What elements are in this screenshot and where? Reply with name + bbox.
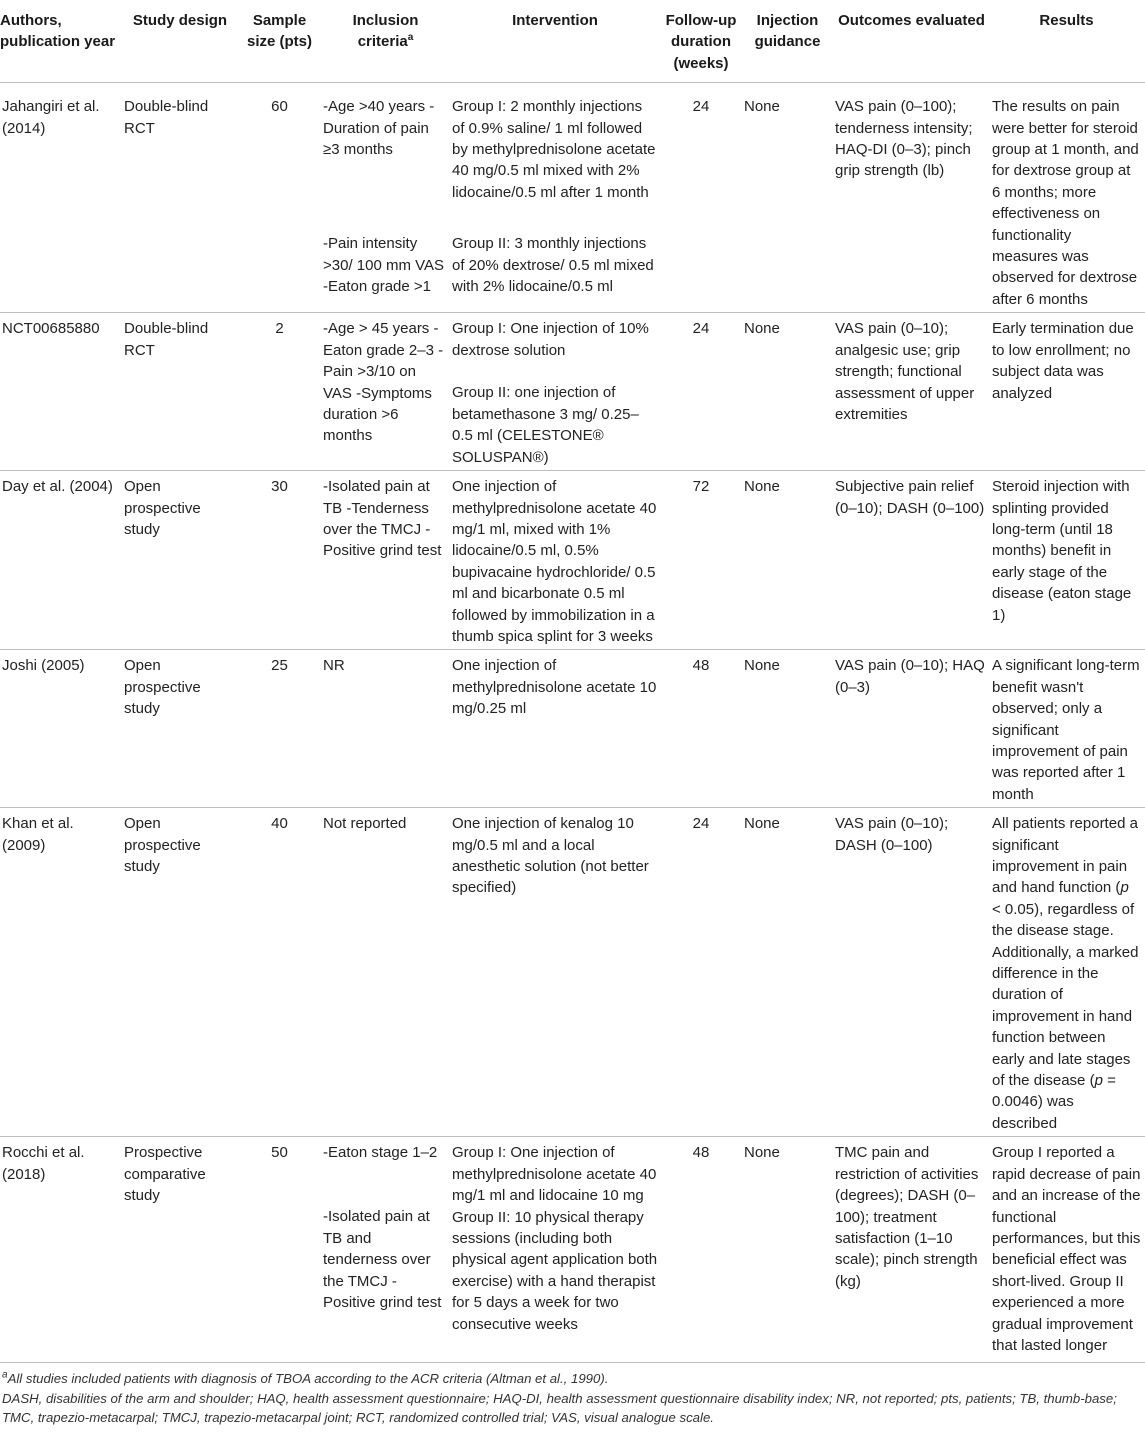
cell-follow-up: 72	[692, 478, 710, 496]
cell-intervention: One injection of methylprednisolone acetate 40 mg/1 ml, mixed with 1% lidocaine/0.5 ml, 0.5% bupivacaine hydrochloride/ 0.5 ml and bicarbonate 0.5 ml followed by immobilization in a thumb spica splint for 3 weeks	[452, 478, 657, 645]
cell-injection-guidance: None	[744, 98, 780, 116]
header-sample-size: Sample size (pts)	[246, 12, 312, 51]
intervention-group-2: Group II: 10 physical therapy sessions (including both physical agent application both exercise) with a hand therapist for 5 days a week for two consecutive weeks	[452, 1208, 658, 1333]
cell-study-design: Open prospective study	[124, 657, 201, 718]
table-header	[0, 0, 1145, 83]
cell-inclusion-criteria	[323, 1137, 452, 1363]
cell-authors: Khan et al. (2009)	[2, 815, 74, 854]
table-row	[0, 808, 1145, 1137]
cell-injection-guidance: None	[744, 1144, 780, 1162]
cell-inclusion-criteria: -Isolated pain at TB -Tenderness over the TMCJ -Positive grind test	[323, 478, 442, 560]
p-value-symbol: p	[1094, 1072, 1103, 1090]
intervention-group-1: Group I: One injection of 10% dextrose solution	[452, 320, 649, 359]
intervention-group-2: Group II: one injection of betamethasone 3 mg/ 0.25–0.5 ml (CELESTONE® SOLUSPAN®)	[452, 384, 639, 466]
cell-follow-up: 24	[692, 320, 710, 338]
header-outcomes: Outcomes evaluated	[838, 12, 985, 29]
cell-intervention: One injection of methylprednisolone acetate 10 mg/0.25 ml	[452, 657, 657, 718]
intervention-group-1: Group I: One injection of methylprednisolone acetate 40 mg/1 ml and lidocaine 10 mg	[452, 1144, 657, 1205]
footnote-marker: a	[407, 32, 414, 44]
cell-authors: Joshi (2005)	[2, 657, 85, 675]
p-value-symbol: p	[1120, 879, 1129, 897]
cell-intervention	[452, 1137, 662, 1363]
results-text: = 0.0046) was described	[992, 1072, 1116, 1132]
header-inclusion-label: Inclusion criteria	[352, 12, 419, 51]
cell-follow-up: 24	[692, 98, 710, 116]
cell-inclusion-criteria: -Pain intensity >30/ 100 mm VAS -Eaton grade >1	[323, 235, 445, 296]
cell-inclusion-criteria: -Age >40 years -Duration of pain ≥3 months	[323, 98, 435, 159]
cell-inclusion-criteria: NR	[323, 657, 345, 675]
inclusion-part-1: -Eaton stage 1–2	[323, 1144, 438, 1162]
table-row	[0, 83, 1145, 234]
cell-results	[992, 808, 1145, 1137]
cell-injection-guidance: None	[744, 815, 780, 833]
header-follow-up: Follow-up duration (weeks)	[665, 12, 737, 72]
cell-injection-guidance: None	[744, 320, 780, 338]
cell-results: Early termination due to low enrollment; no subject data was analyzed	[992, 320, 1134, 402]
cell-sample-size: 25	[271, 657, 288, 675]
cell-authors: NCT00685880	[2, 320, 100, 338]
results-text: All patients reported a significant improvement in pain and hand function (	[992, 815, 1138, 897]
cell-intervention: Group I: 2 monthly injections of 0.9% saline/ 1 ml followed by methylprednisolone acetate 40 mg/0.5 ml mixed with 2% lidocaine/0.5 ml after 1 month	[452, 98, 656, 201]
cell-outcomes: VAS pain (0–10); DASH (0–100)	[835, 815, 949, 854]
cell-outcomes: Subjective pain relief (0–10); DASH (0–100)	[835, 478, 985, 517]
cell-sample-size: 40	[271, 815, 288, 833]
results-text: < 0.05), regardless of the disease stage. Additionally, a marked difference in the duration of improvement in hand function between early and late stages of the disease (	[992, 900, 1139, 1090]
table-footnotes	[0, 1363, 1145, 1428]
cell-authors: Day et al. (2004)	[2, 478, 113, 496]
cell-results: Steroid injection with splinting provided long-term (until 18 months) benefit in early stage of the disease (eaton stage 1)	[992, 478, 1132, 624]
cell-follow-up: 24	[692, 815, 710, 833]
footnote-abbreviations: DASH, disabilities of the arm and shoulder; HAQ, health assessment questionnaire; HAQ-DI, health assessment questionnaire disability index; NR, not reported; pts, patients; TB, thumb-base; TMC, trapezio-metacarpal; TMCJ, trapezio-metacarpal joint; RCT, randomized controlled trial; VAS, visual analogue scale.	[2, 1390, 1117, 1426]
cell-authors: Jahangiri et al. (2014)	[2, 98, 100, 137]
header-study-design: Study design	[132, 12, 228, 29]
cell-results: A significant long-term benefit wasn't observed; only a significant improvement of pain was reported after 1 month	[992, 657, 1140, 803]
cell-authors: Rocchi et al. (2018)	[2, 1144, 85, 1183]
cell-sample-size: 30	[271, 478, 288, 496]
cell-outcomes: VAS pain (0–100); tenderness intensity; HAQ-DI (0–3); pinch grip strength (lb)	[835, 98, 973, 180]
table-body	[0, 83, 1145, 1363]
cell-study-design: Double-blind RCT	[124, 98, 209, 137]
inclusion-part-2: -Isolated pain at TB and tenderness over the TMCJ -Positive grind test	[323, 1208, 442, 1312]
cell-results: Group I reported a rapid decrease of pain and an increase of the functional performances, but this beneficial effect was short-lived. Group II experienced a more gradual improvement that lasted longer	[992, 1144, 1141, 1354]
footnote-a-text: All studies included patients with diagnosis of TBOA according to the ACR criteria (Altman et al., 1990).	[7, 1371, 609, 1387]
cell-intervention	[452, 313, 662, 471]
footnote-marker: a	[2, 1369, 8, 1381]
cell-follow-up: 48	[692, 657, 710, 675]
cell-inclusion-criteria: Not reported	[323, 815, 407, 833]
header-inclusion-criteria	[323, 0, 452, 83]
table-row	[0, 471, 1145, 650]
cell-results: The results on pain were better for steroid group at 1 month, and for dextrose group at 6 months; more effectiveness on functionality measures was observed for dextrose after 6 months	[992, 98, 1139, 308]
cell-intervention: One injection of kenalog 10 mg/0.5 ml and a local anesthetic solution (not better specified)	[452, 815, 649, 897]
cell-outcomes: TMC pain and restriction of activities (degrees); DASH (0–100); treatment satisfaction (1–10 scale); pinch strength (kg)	[835, 1144, 979, 1290]
cell-sample-size: 2	[275, 320, 284, 338]
cell-sample-size: 50	[271, 1144, 288, 1162]
cell-sample-size: 60	[271, 98, 288, 116]
cell-follow-up: 48	[692, 1144, 710, 1162]
header-injection-guidance: Injection guidance	[754, 12, 821, 51]
footnote-a	[2, 1369, 1141, 1389]
table-row	[0, 650, 1145, 808]
cell-outcomes: VAS pain (0–10); analgesic use; grip strength; functional assessment of upper extremities	[835, 320, 975, 423]
cell-study-design: Prospective comparative study	[124, 1144, 206, 1205]
cell-injection-guidance: None	[744, 657, 780, 675]
table-row	[0, 313, 1145, 471]
header-authors: Authors, publication year	[0, 12, 116, 51]
cell-study-design: Open prospective study	[124, 815, 201, 876]
cell-inclusion-criteria: -Age > 45 years -Eaton grade 2–3 -Pain >3/10 on VAS -Symptoms duration >6 months	[323, 320, 444, 445]
cell-outcomes: VAS pain (0–10); HAQ (0–3)	[835, 657, 985, 696]
header-intervention: Intervention	[512, 12, 598, 29]
table-row	[0, 1137, 1145, 1363]
cell-intervention: Group II: 3 monthly injections of 20% dextrose/ 0.5 ml mixed with 2% lidocaine/0.5 ml	[452, 235, 654, 296]
cell-study-design: Open prospective study	[124, 478, 201, 538]
cell-study-design: Double-blind RCT	[124, 320, 209, 359]
cell-injection-guidance: None	[744, 478, 780, 496]
header-results: Results	[1039, 12, 1094, 29]
